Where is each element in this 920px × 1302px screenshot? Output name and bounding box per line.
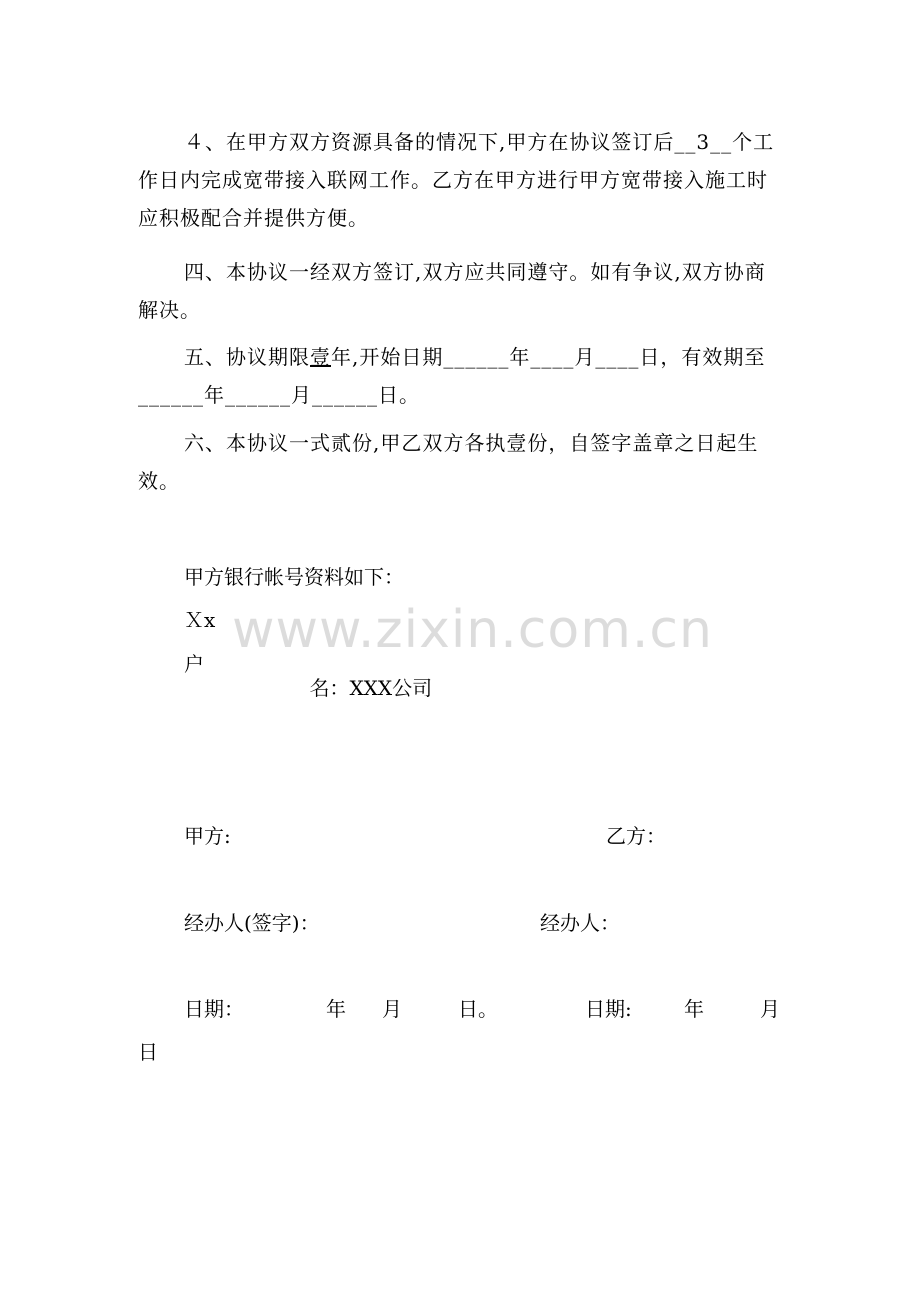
date-b-label: 日期:	[585, 997, 632, 1021]
account-name-value: XXX公司	[349, 676, 433, 700]
clause-six	[138, 424, 782, 500]
account-name-colon: 名：	[309, 676, 350, 700]
party-a-label: 甲方:	[184, 824, 231, 848]
clause-4-days-blank: __3__	[674, 130, 733, 154]
party-b-label: 乙方：	[606, 824, 666, 848]
clause-five-term: 壹	[310, 345, 331, 369]
clause-five-text-b: 年,开始日期______年____月____日，有效期至______年______月______日。	[138, 345, 766, 407]
date-b-month: 月	[760, 997, 780, 1021]
clause-4-text-b: 个工作日内完成宽带接入联网工作。乙方在甲方进行甲方宽带接入施工时应积极配合并提供方便。	[138, 130, 775, 230]
account-name-label-1: 户	[184, 652, 204, 676]
date-a-day: 日。	[458, 997, 498, 1021]
clause-4-text-a: ４、在甲方双方资源具备的情况下,甲方在协议签订后	[184, 130, 675, 154]
date-b-day: 日	[138, 1040, 158, 1064]
bank-line-1: Ｘx	[184, 608, 216, 632]
clause-five-text-a: 五、协议期限	[184, 345, 310, 369]
clause-five	[138, 338, 782, 414]
handler-b-label: 经办人：	[540, 911, 620, 935]
bank-heading: 甲方银行帐号资料如下：	[184, 565, 404, 589]
clause-six-text: 六、本协议一式贰份,甲乙双方各执壹份，自签字盖章之日起生效。	[138, 431, 759, 493]
clause-4	[138, 123, 782, 237]
clause-four-text: 四、本协议一经双方签订,双方应共同遵守。如有争议,双方协商解决。	[138, 260, 766, 322]
watermark: www.zixin.com.cn	[232, 600, 713, 660]
date-b-year: 年	[684, 997, 704, 1021]
clause-four	[138, 253, 782, 329]
date-a-label: 日期：	[184, 997, 244, 1021]
date-a-month: 月	[382, 997, 402, 1021]
handler-a-label: 经办人(签字)：	[184, 911, 320, 935]
date-a-year: 年	[326, 997, 346, 1021]
